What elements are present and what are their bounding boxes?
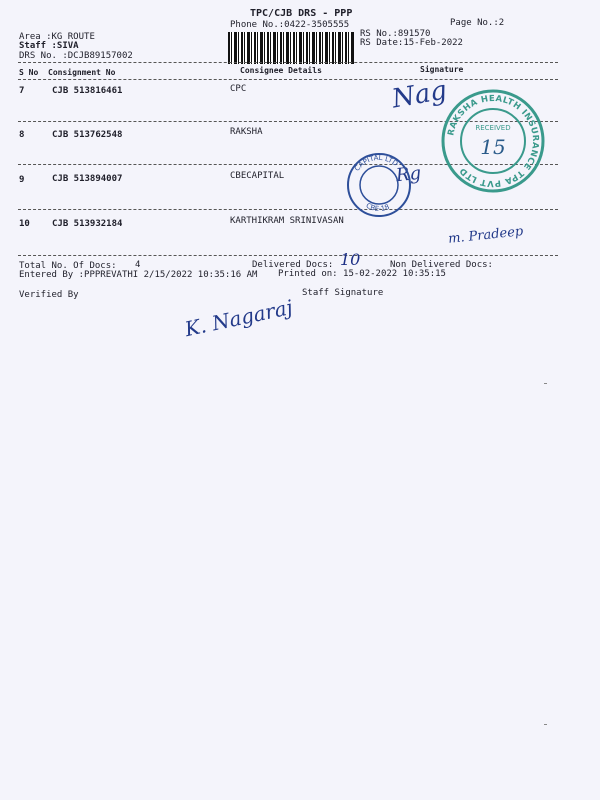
column-consignee: Consignee Details — [240, 66, 322, 75]
rs-date: RS Date:15-Feb-2022 — [360, 38, 463, 48]
area-label: Area :KG ROUTE — [19, 32, 95, 42]
raksha-stamp-ring-text: RAKSHA HEALTH INSURANCE TPA PVT LTD — [446, 93, 541, 189]
total-docs-value: 4 — [135, 260, 141, 270]
row-divider — [18, 209, 558, 210]
paper-speck — [544, 383, 547, 384]
staff-label: Staff :SIVA — [19, 41, 79, 51]
entered-by: Entered By :PPPREVATHI 2/15/2022 10:35:16 AM — [19, 270, 258, 280]
row-consignee: KARTHIKRAM SRINIVASAN — [230, 216, 344, 226]
row-sno: 7 — [19, 86, 25, 96]
staff-signature-label: Staff Signature — [302, 288, 384, 298]
row-consignee: RAKSHA — [230, 127, 263, 137]
row-consignment: CJB 513816461 — [52, 86, 123, 96]
row9-signature: Rg — [394, 162, 423, 187]
printed-on: Printed on: 15-02-2022 10:35:15 — [278, 269, 446, 279]
non-delivered-docs-label: Non Delivered Docs: — [390, 260, 493, 270]
verifier-signature: K. Nagaraj — [182, 294, 295, 342]
total-docs-label: Total No. Of Docs: — [19, 261, 117, 271]
column-sno: S No — [19, 68, 39, 77]
header-divider-top — [18, 62, 558, 63]
paper-speck — [544, 724, 547, 725]
column-consignment: Consignment No — [48, 68, 116, 77]
row-consignment: CJB 513932184 — [52, 219, 123, 229]
row-consignment: CJB 513894007 — [52, 174, 123, 184]
column-signature: Signature — [420, 65, 464, 74]
drs-number: DRS No. :DCJB89157002 — [19, 51, 133, 61]
capital-stamp-ring-top: CAPITAL LTD — [353, 153, 400, 173]
delivered-docs-handwritten: 10 — [340, 250, 361, 269]
row-consignment: CJB 513762548 — [52, 130, 123, 140]
raksha-stamp-inner-text: RECEIVED — [475, 124, 511, 132]
row7-signature: Nag — [389, 75, 450, 115]
rs-number: RS No.:891570 — [360, 29, 431, 39]
header-divider-bottom — [18, 79, 558, 80]
verified-by-label: Verified By — [19, 290, 79, 300]
capital-stamp-ring-bottom: CBE-18 — [364, 201, 391, 214]
row-sno: 8 — [19, 130, 25, 140]
row-sno: 10 — [19, 219, 30, 229]
row-consignee: CPC — [230, 84, 247, 94]
document-title: TPC/CJB DRS - PPP — [250, 8, 353, 19]
capital-stamp-icon — [344, 150, 414, 220]
row10-signature: m. Pradeep — [447, 224, 524, 247]
row-consignee: CBECAPITAL — [230, 171, 285, 181]
delivered-docs-label: Delivered Docs: — [252, 260, 334, 270]
phone-number: Phone No.:0422-3505555 — [230, 20, 350, 30]
page-number: Page No.:2 — [450, 18, 505, 28]
raksha-stamp-number: 15 — [480, 135, 506, 159]
barcode — [228, 32, 354, 64]
row-sno: 9 — [19, 175, 25, 185]
raksha-stamp-icon — [438, 86, 548, 196]
table-divider-bottom — [18, 255, 558, 256]
